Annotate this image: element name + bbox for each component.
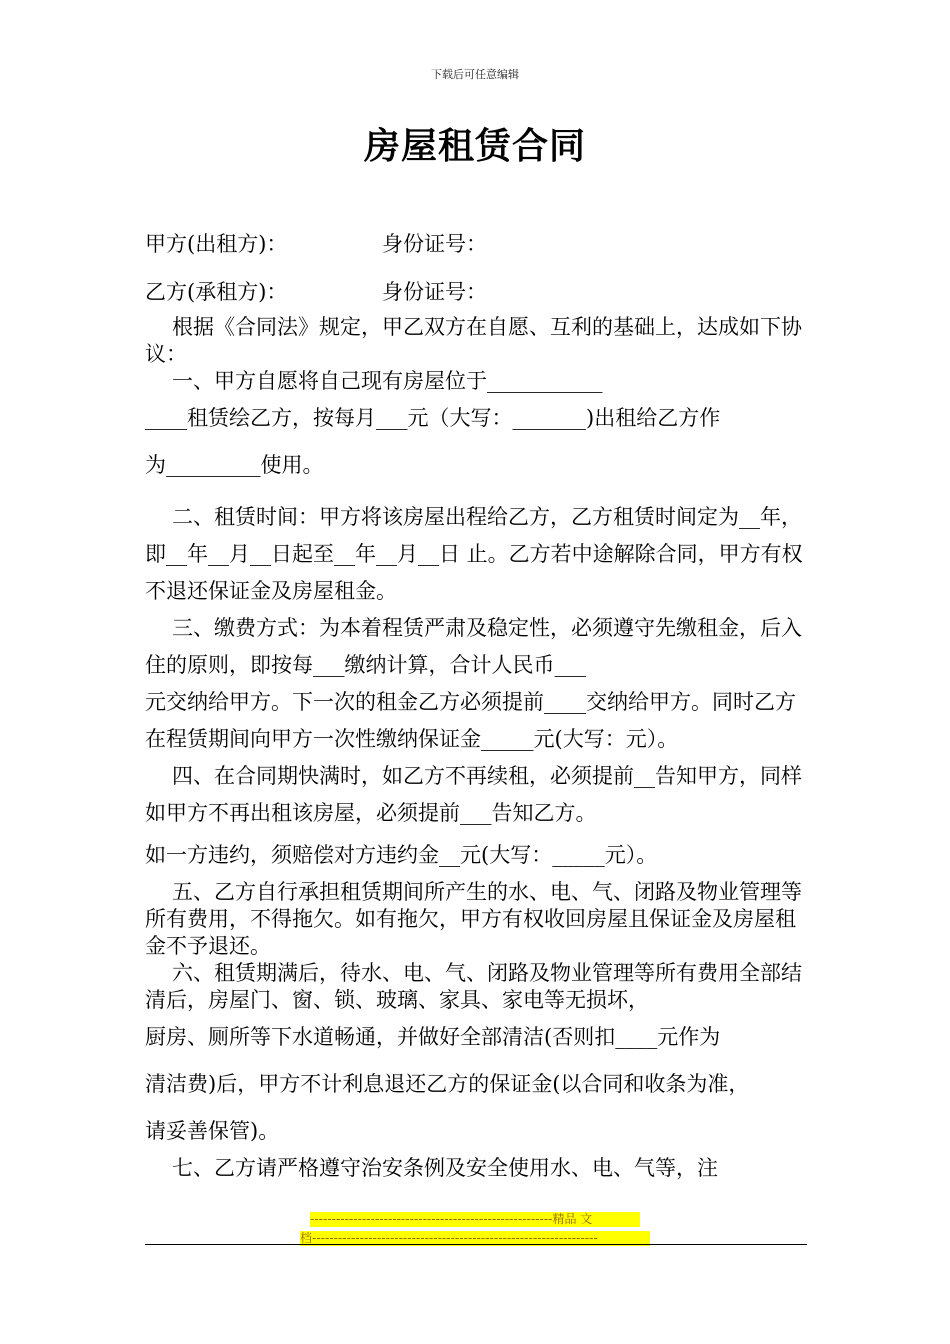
- clause-3-part-2: 元交纳给甲方。下一次的租金乙方必须提前____交纳给甲方。同时乙方在程赁期间向甲方一次性缴纳保证金_____元(大写：元）。: [145, 690, 796, 751]
- document-title: 房屋租赁合同: [363, 125, 586, 167]
- clause-1-line-2: ____租赁绘乙方，按每月___元（大写：_______)出租给乙方作: [145, 406, 721, 430]
- party-b-line: [145, 276, 487, 306]
- clause-4-penalty: 如一方违约，须赔偿对方违约金__元(大写：_____元）。: [145, 843, 658, 867]
- intro-paragraph: 根据《合同法》规定，甲乙双方在自愿、互利的基础上，达成如下协议：: [145, 315, 802, 366]
- clause-4: 四、在合同期快满时，如乙方不再续租，必须提前__告知甲方，同样如甲方不再出租该房屋，必须提前___告知乙方。: [145, 764, 802, 825]
- clause-1-line-1: 一、甲方自愿将自己现有房屋位于___________: [172, 369, 603, 393]
- header-note: 下载后可任意编辑: [431, 68, 519, 81]
- footer-rule: [145, 1244, 807, 1245]
- contract-body: [145, 314, 813, 1182]
- clause-2: 二、租赁时间：甲方将该房屋出程给乙方，乙方租赁时间定为__年，即__年__月__日起至__年__月__日 止。乙方若中途解除合同，甲方有权不退还保证金及房屋租金。: [145, 505, 803, 603]
- party-a-id-label: 身份证号：: [382, 232, 487, 256]
- party-b-id-label: 身份证号：: [382, 280, 487, 304]
- clause-5: 五、乙方自行承担租赁期间所产生的水、电、气、闭路及物业管理等所有费用，不得拖欠。如有拖欠，甲方有权收回房屋且保证金及房屋租金不予退还。: [145, 880, 802, 958]
- clause-6-line-4: 请妥善保管)。: [145, 1119, 280, 1143]
- clause-7-line-1: 七、乙方请严格遵守治安条例及安全使用水、电、气等，注: [172, 1156, 718, 1180]
- clause-6-line-3: 清洁费)后，甲方不计利息退还乙方的保证金(以合同和收条为准，: [145, 1072, 750, 1096]
- clause-1-line-3: 为_________使用。: [145, 453, 324, 477]
- clause-6-line-1: 六、租赁期满后，待水、电、气、闭路及物业管理等所有费用全部结清后，房屋门、窗、锁、玻璃、家具、家电等无损坏，: [145, 961, 802, 1012]
- party-a-line: [145, 228, 487, 258]
- clause-3-part-1: 三、缴费方式：为本着程赁严肃及稳定性，必须遵守先缴租金，后入住的原则，即按每___缴纳计算，合计人民币___: [145, 616, 802, 677]
- footer-banner-line-1: --------------------------------------------------------精品 文: [310, 1212, 640, 1227]
- footer-banner-line-2: 档------------------------------------------------------------------: [300, 1231, 650, 1246]
- party-a-label: 甲方(出租方)：: [145, 232, 288, 256]
- party-b-label: 乙方(承租方)：: [145, 280, 288, 304]
- clause-6-line-2: 厨房、厕所等下水道畅通，并做好全部清洁(否则扣____元作为: [145, 1025, 721, 1049]
